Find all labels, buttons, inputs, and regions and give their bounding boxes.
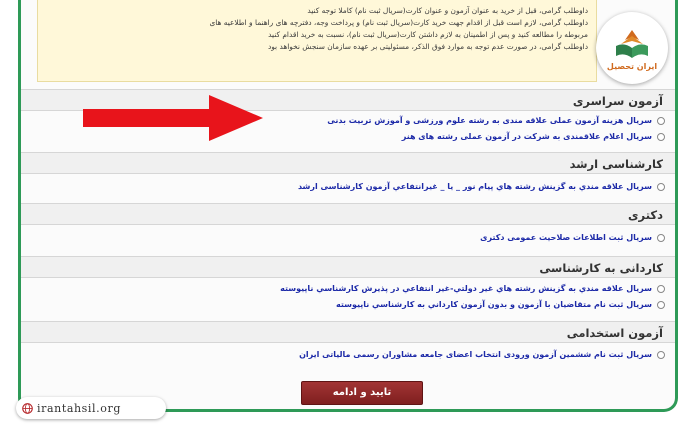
notice-line: مربوطه را مطالعه کنید و پس از اطمینان به لازم داشتن کارت(سریال ثبت نام)، نسبت به خرید اقدام کنید	[268, 30, 588, 39]
option-label: سریال ثبت اطلاعات صلاحیت عمومی دکتری	[480, 233, 652, 242]
globe-icon	[22, 403, 33, 414]
site-url-badge	[16, 397, 166, 419]
radio-button[interactable]	[657, 133, 665, 141]
radio-button[interactable]	[657, 183, 665, 191]
option-tax-consultants-registration[interactable]	[41, 348, 665, 362]
radio-button[interactable]	[657, 351, 665, 359]
section-header-masters: کارشناسی ارشد	[21, 152, 675, 174]
irantahsil-logo	[596, 12, 668, 84]
option-label: سریال هزینه آزمون عملی علاقه مندی به رشته علوم ورزشی و آموزش تربیت بدنی	[327, 116, 652, 125]
section-header-phd: دکتری	[21, 203, 675, 225]
logo-text: ایران تحصیل	[606, 61, 658, 71]
section-header-associate-to-bachelor: کاردانی به کارشناسی	[21, 256, 675, 278]
radio-button[interactable]	[657, 234, 665, 242]
option-phd-qualification[interactable]	[41, 231, 665, 245]
option-nongovernmental-field-selection[interactable]	[41, 282, 665, 296]
radio-button[interactable]	[657, 301, 665, 309]
confirm-continue-button[interactable]: تایید و ادامه	[301, 381, 423, 405]
notice-box	[37, 0, 597, 82]
notice-line: داوطلب گرامی، لازم است قبل از اقدام جهت خرید کارت(سریال ثبت نام) و پرداخت وجه، دفترچه های راهنما و اطلاعیه های	[209, 18, 588, 27]
section-header-sarasari: آزمون سراسری	[21, 89, 675, 111]
option-label: سریال اعلام علاقمندی به شرکت در آزمون عملی رشته های هنر	[401, 132, 652, 141]
notice-line: داوطلب گرامی، در صورت عدم توجه به موارد فوق الذکر، مسئولیتی بر عهده سازمان سنجش نخواهد بود	[267, 42, 588, 51]
site-url: irantahsil.org	[37, 401, 121, 415]
option-label: سریال علاقه مندي به گزینش رشته هاي غیر دولتي-غیر انتفاعي در پذیرش کارشناسي ناپیوسته	[280, 284, 652, 293]
option-masters-field-selection[interactable]	[41, 180, 665, 194]
notice-line: داوطلب گرامی، قبل از خرید به عنوان آزمون و عنوان کارت(سریال ثبت نام) کاملا توجه کنید	[307, 6, 588, 15]
page-frame	[18, 0, 678, 412]
red-arrow-icon	[83, 95, 263, 141]
option-label: سریال ثبت نام ششمین آزمون ورودی انتخاب اعضای جامعه مشاوران رسمی مالیاتی ایران	[299, 350, 652, 359]
section-header-employment: آزمون استخدامی	[21, 321, 675, 343]
option-label: سریال علاقه مندي به گزینش رشته هاي پیام نور _ یا _ غیرانتفاعي آزمون کارشناسی ارشد	[297, 182, 652, 191]
option-associate-to-bachelor-registration[interactable]	[41, 298, 665, 312]
book-logo-icon	[612, 26, 652, 60]
radio-button[interactable]	[657, 285, 665, 293]
page-content	[21, 0, 675, 409]
option-label: سریال ثبت نام متقاضیان با آزمون و بدون آزمون کارداني به کارشناسي ناپیوسته	[335, 300, 652, 309]
radio-button[interactable]	[657, 117, 665, 125]
